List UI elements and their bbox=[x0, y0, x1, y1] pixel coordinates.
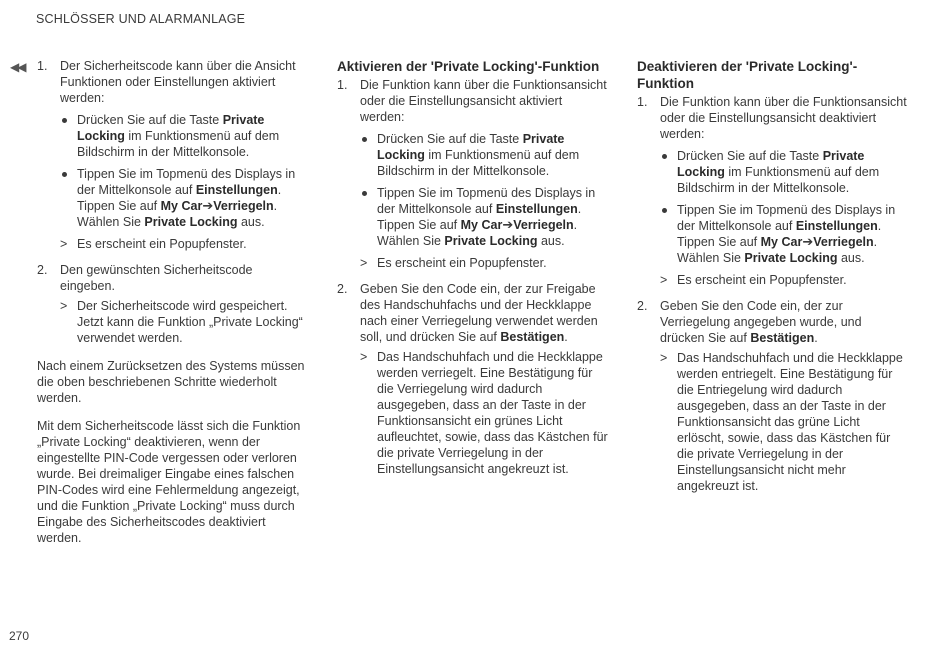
text: . Tippen Sie auf bbox=[77, 183, 282, 213]
paragraph-pin: Mit dem Sicherheitscode lässt sich die Funktion „Private Locking“ deaktivieren, wenn der eingestellte PIN-Code vergessen oder verloren wurde. Bei dreimaliger Eingabe eines falschen PIN-Codes wird eine Fehlermeldung angezeigt, und die Funktion „Private Locking“ muss durch Eingabe des Sicherheitscodes deaktiviert werden. bbox=[37, 419, 301, 545]
step-number: 1. bbox=[37, 59, 48, 73]
bullet-list bbox=[637, 148, 909, 266]
bullet-list bbox=[37, 112, 307, 230]
text: . bbox=[814, 331, 818, 345]
result-text: Es erscheint ein Popupfenster. bbox=[377, 256, 547, 270]
list-item bbox=[377, 131, 609, 179]
bold-text: Private Locking bbox=[677, 149, 865, 179]
bold-text: Verriegeln bbox=[213, 199, 274, 213]
result-text: Es erscheint ein Popupfenster. bbox=[77, 237, 247, 251]
bold-text: Verriegeln bbox=[813, 235, 874, 249]
result-marker: > bbox=[60, 237, 68, 251]
step-text: Die Funktion kann über die Funktionsansicht oder die Einstellungsansicht deaktiviert werden: bbox=[660, 95, 907, 141]
result-text: Das Handschuhfach und die Heckklappe werden entriegelt. Eine Bestätigung für die Entriegelung wird dadurch ausgegeben, dass an der Taste in der Funktionsansicht das grüne Licht erlöscht, sowie, dass das Kästchen für die private Verriegelung in der Einstellungsansicht nicht mehr angekreuzt ist. bbox=[677, 351, 903, 493]
bold-text: Verriegeln bbox=[513, 218, 574, 232]
bold-text: My Car bbox=[160, 199, 203, 213]
column-activate bbox=[337, 58, 609, 477]
text: . bbox=[564, 330, 568, 344]
step-text: Der Sicherheitscode kann über die Ansicht Funktionen oder Einstellungen aktiviert werden: bbox=[60, 59, 296, 105]
arrow-right-icon: ➔ bbox=[202, 198, 214, 213]
step-text: Die Funktion kann über die Funktionsansicht oder die Einstellungsansicht aktiviert werden: bbox=[360, 78, 607, 124]
result-2 bbox=[37, 298, 307, 346]
text: Geben Sie den Code ein, der zur Verriegelung angegeben wurde, und drücken Sie auf bbox=[660, 299, 862, 345]
bold-text: Private Locking bbox=[144, 215, 238, 229]
text: im Funktionsmenü auf dem Bildschirm in der Mittelkonsole. bbox=[77, 129, 280, 159]
result-marker: > bbox=[360, 256, 368, 270]
text: Tippen Sie im Topmenü des Displays in der Mittelkonsole auf bbox=[377, 186, 596, 216]
bold-text: My Car bbox=[760, 235, 803, 249]
text: . Wählen Sie bbox=[77, 199, 278, 229]
column-deactivate bbox=[637, 58, 909, 494]
result-marker: > bbox=[60, 299, 68, 313]
section-heading: Aktivieren der 'Private Locking'-Funktion bbox=[337, 59, 600, 74]
result-marker: > bbox=[660, 351, 668, 365]
bold-text: Bestätigen bbox=[750, 331, 815, 345]
step-number: 2. bbox=[637, 299, 648, 313]
result-marker: > bbox=[660, 273, 668, 287]
previous-page-icon[interactable]: ◀◀ bbox=[10, 60, 25, 74]
step-1 bbox=[337, 77, 609, 125]
text: aus. bbox=[837, 251, 865, 265]
bold-text: Einstellungen bbox=[195, 183, 278, 197]
page-header: SCHLÖSSER UND ALARMANLAGE bbox=[36, 12, 246, 26]
result-2 bbox=[337, 349, 609, 477]
result-text: Das Handschuhfach und die Heckklappe werden verriegelt. Eine Bestätigung für die Verriegelung wird dadurch ausgegeben, dass an der Taste in der Funktionsansicht ein grünes Licht aufleuchtet, sowie, dass das Kästchen für die private Verriegelung in der Einstellungsansicht angekreuzt ist. bbox=[377, 350, 608, 476]
arrow-right-icon: ➔ bbox=[802, 234, 814, 249]
step-number: 1. bbox=[337, 78, 348, 92]
list-item bbox=[77, 166, 307, 230]
result-text: Der Sicherheitscode wird gespeichert. Jetzt kann die Funktion „Private Locking“ verwendet werden. bbox=[77, 299, 303, 345]
text: aus. bbox=[537, 234, 565, 248]
step-2 bbox=[337, 281, 609, 345]
text: Drücken Sie auf die Taste bbox=[377, 132, 523, 146]
bold-text: Private Locking bbox=[744, 251, 838, 265]
bold-text: Einstellungen bbox=[795, 219, 878, 233]
list-item bbox=[377, 185, 609, 249]
bullet-list bbox=[337, 131, 609, 249]
text: im Funktionsmenü auf dem Bildschirm in der Mittelkonsole. bbox=[377, 148, 580, 178]
text: im Funktionsmenü auf dem Bildschirm in der Mittelkonsole. bbox=[677, 165, 880, 195]
bold-text: Private Locking bbox=[444, 234, 538, 248]
text: aus. bbox=[237, 215, 265, 229]
bold-text: Bestätigen bbox=[500, 330, 565, 344]
step-1 bbox=[637, 94, 909, 142]
bold-text: Private Locking bbox=[377, 132, 565, 162]
step-number: 1. bbox=[637, 95, 648, 109]
text: Geben Sie den Code ein, der zur Freigabe des Handschuhfachs und der Heckklappe nach einer Verriegelung verwendet werden soll, und drücken Sie auf bbox=[360, 282, 598, 344]
list-item bbox=[77, 112, 307, 160]
step-2 bbox=[37, 262, 307, 294]
step-text: Den gewünschten Sicherheitscode eingeben. bbox=[60, 263, 253, 293]
page-number: 270 bbox=[9, 629, 30, 643]
text: Tippen Sie im Topmenü des Displays in der Mittelkonsole auf bbox=[677, 203, 896, 233]
result-1 bbox=[37, 236, 307, 252]
list-item bbox=[677, 202, 909, 266]
bold-text: Einstellungen bbox=[495, 202, 578, 216]
bold-text: My Car bbox=[460, 218, 503, 232]
text: . Wählen Sie bbox=[377, 218, 578, 248]
result-2 bbox=[637, 350, 909, 494]
result-text: Es erscheint ein Popupfenster. bbox=[677, 273, 847, 287]
step-number: 2. bbox=[37, 263, 48, 277]
list-item bbox=[677, 148, 909, 196]
result-1 bbox=[637, 272, 909, 288]
bold-text: Private Locking bbox=[77, 113, 265, 143]
text: Drücken Sie auf die Taste bbox=[677, 149, 823, 163]
step-1 bbox=[37, 58, 307, 106]
text: Drücken Sie auf die Taste bbox=[77, 113, 223, 127]
column-security-code bbox=[37, 58, 307, 546]
section-heading: Deaktivieren der 'Private Locking'-Funktion bbox=[637, 59, 858, 91]
paragraph-reset: Nach einem Zurücksetzen des Systems müssen die oben beschriebenen Schritte wiederholt werden. bbox=[37, 359, 305, 405]
text: . Tippen Sie auf bbox=[377, 202, 582, 232]
text: . Tippen Sie auf bbox=[677, 219, 882, 249]
step-number: 2. bbox=[337, 282, 348, 296]
arrow-right-icon: ➔ bbox=[502, 217, 514, 232]
text: Tippen Sie im Topmenü des Displays in der Mittelkonsole auf bbox=[77, 167, 296, 197]
result-marker: > bbox=[360, 350, 368, 364]
result-1 bbox=[337, 255, 609, 271]
step-2 bbox=[637, 298, 909, 346]
text: . Wählen Sie bbox=[677, 235, 878, 265]
